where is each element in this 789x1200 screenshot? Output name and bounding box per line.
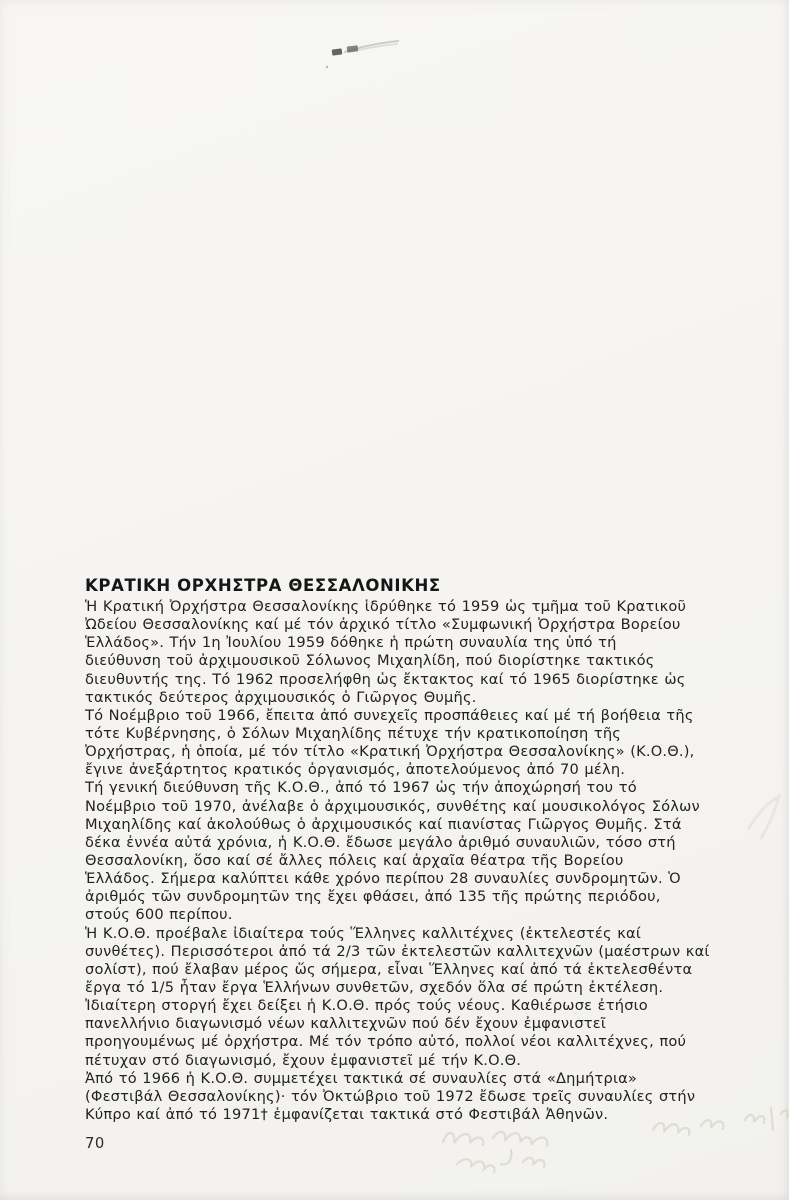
paragraph xyxy=(85,997,745,1070)
text-line: ἀριθμός τῶν συνδρομητῶν της ἔχει φθάσει, ἀπό 135 τῆς πρώτης περιόδου, xyxy=(85,888,661,906)
text-line: (Φεστιβάλ Θεσσαλονίκης)· τόν Ὀκτώβριο τοῦ 1972 ἔδωσε τρεῖς συναυλίες στήν xyxy=(85,1087,696,1105)
text-line: Μιχαηλίδης καί ἀκολούθως ὁ ἀρχιμουσικός καί πιανίστας Γιῶργος Θυμῆς. Στά xyxy=(85,815,682,833)
text-line: Ὀρχήστρας, ἡ ὁποία, μέ τόν τίτλο «Κρατική Ὀρχήστρα Θεσσαλονίκης» (Κ.Ο.Θ.), xyxy=(85,743,695,761)
text-line: Ἑλλάδος». Τήν 1η Ἰουλίου 1959 δόθηκε ἡ πρώτη συναυλία της ὑπό τή xyxy=(85,634,617,652)
text-line: πανελλήνιο διαγωνισμό νέων καλλιτεχνῶν πού δέν ἔχουν ἐμφανιστεῖ xyxy=(85,1015,606,1033)
text-line: Ἑλλάδος. Σήμερα καλύπτει κάθε χρόνο περίπου 28 συναυλίες συνδρομητῶν. Ὁ xyxy=(85,870,681,888)
paragraph xyxy=(85,1070,745,1124)
text-line: Ἀπό τό 1966 ἡ Κ.Ο.Θ. συμμετέχει τακτικά σέ συναυλίες στά «Δημήτρια» xyxy=(85,1069,638,1087)
text-line: σολίστ), πού ἔλαβαν μέρος ὥς σήμερα, εἶναι Ἕλληνες καί ἀπό τά ἐκτελεσθέντα xyxy=(85,960,693,978)
text-line: τότε Κυβέρνησης, ὁ Σόλων Μιχαηλίδης πέτυχε τήν κρατικοποίηση τῆς xyxy=(85,724,622,742)
body-paragraphs xyxy=(85,598,745,1124)
text-line: Τή γενική διεύθυνση τῆς Κ.Ο.Θ., ἀπό τό 1967 ὡς τήν ἀποχώρησή του τό xyxy=(85,779,637,797)
paragraph xyxy=(85,598,745,707)
text-line: Ἡ Κρατική Ὀρχήστρα Θεσσαλονίκης ἱδρύθηκε τό 1959 ὡς τμῆμα τοῦ Κρατικοῦ xyxy=(85,598,687,615)
text-line: Θεσσαλονίκη, ὅσο καί σέ ἄλλες πόλεις καί ἀρχαῖα θέατρα τῆς Βορείου xyxy=(85,851,624,869)
text-line: Ἡ Κ.Ο.Θ. προέβαλε ἰδιαίτερα τούς Ἕλληνες καλλιτέχνες (ἐκτελεστές καί xyxy=(85,924,641,942)
text-line: Νοέμβριο τοῦ 1970, ἀνέλαβε ὁ ἀρχιμουσικός, συνθέτης καί μουσικολόγος Σόλων xyxy=(85,797,700,815)
text-line: διεύθυνση τοῦ ἀρχιμουσικοῦ Σόλωνος Μιχαηλίδη, πού διορίστηκε τακτικός xyxy=(85,652,655,670)
paragraph xyxy=(85,779,745,924)
text-line: Ὠδείου Θεσσαλονίκης καί μέ τόν ἀρχικό τίτλο «Συμφωνική Ὀρχήστρα Βορείου xyxy=(85,616,681,634)
text-line: ἔργα τό 1/5 ἦταν ἔργα Ἑλλήνων συνθετῶν, σχεδόν ὅλα σέ πρώτη ἐκτέλεση. xyxy=(85,978,664,996)
text-line: διευθυντής της. Τό 1962 προσελήφθη ὡς ἔκτακτος καί τό 1965 διορίστηκε ὡς xyxy=(85,670,686,688)
text-line: Ἰδιαίτερη στοργή ἔχει δείξει ἡ Κ.Ο.Θ. πρός τούς νέους. Καθιέρωσε ἐτήσιο xyxy=(85,997,648,1015)
text-line: Τό Νοέμβριο τοῦ 1966, ἔπειτα ἀπό συνεχεῖς προσπάθειες καί μέ τή βοήθεια τῆς xyxy=(85,706,694,724)
pencil-smudge-artifact xyxy=(315,28,425,78)
text-line: τακτικός δεύτερος ἀρχιμουσικός ὁ Γιῶργος Θυμῆς. xyxy=(85,688,477,706)
text-line: στούς 600 περίπου. xyxy=(85,906,233,924)
text-line: προηγουμένως μέ ὀρχήστρα. Μέ τόν τρόπο αὐτό, πολλοί νέοι καλλιτέχνες, πού xyxy=(85,1033,687,1051)
page-number: 70 xyxy=(85,1135,105,1152)
page-title: ΚΡΑΤΙΚΗ ΟΡΧΗΣΤΡΑ ΘΕΣΣΑΛΟΝΙΚΗΣ xyxy=(85,576,441,595)
text-line: ἔγινε ἀνεξάρτητος κρατικός ὀργανισμός, ἀποτελούμενος ἀπό 70 μέλη. xyxy=(85,761,626,779)
text-line: δέκα ἐννέα αὐτά χρόνια, ἡ Κ.Ο.Θ. ἔδωσε μεγάλο ἀριθμό συναυλιῶν, τόσο στή xyxy=(85,833,676,851)
text-line: Κύπρο καί ἀπό τό 1971† ἐμφανίζεται τακτικά στό Φεστιβάλ Ἀθηνῶν. xyxy=(85,1105,609,1123)
text-line: συνθέτες). Περισσότεροι ἀπό τά 2/3 τῶν ἐκτελεστῶν καλλιτεχνῶν (μαέστρων καί xyxy=(85,942,710,960)
text-line: πέτυχαν στό διαγωνισμό, ἔχουν ἐμφανιστεῖ μέ τήν Κ.Ο.Θ. xyxy=(85,1051,522,1069)
paragraph xyxy=(85,925,745,998)
paragraph xyxy=(85,707,745,780)
